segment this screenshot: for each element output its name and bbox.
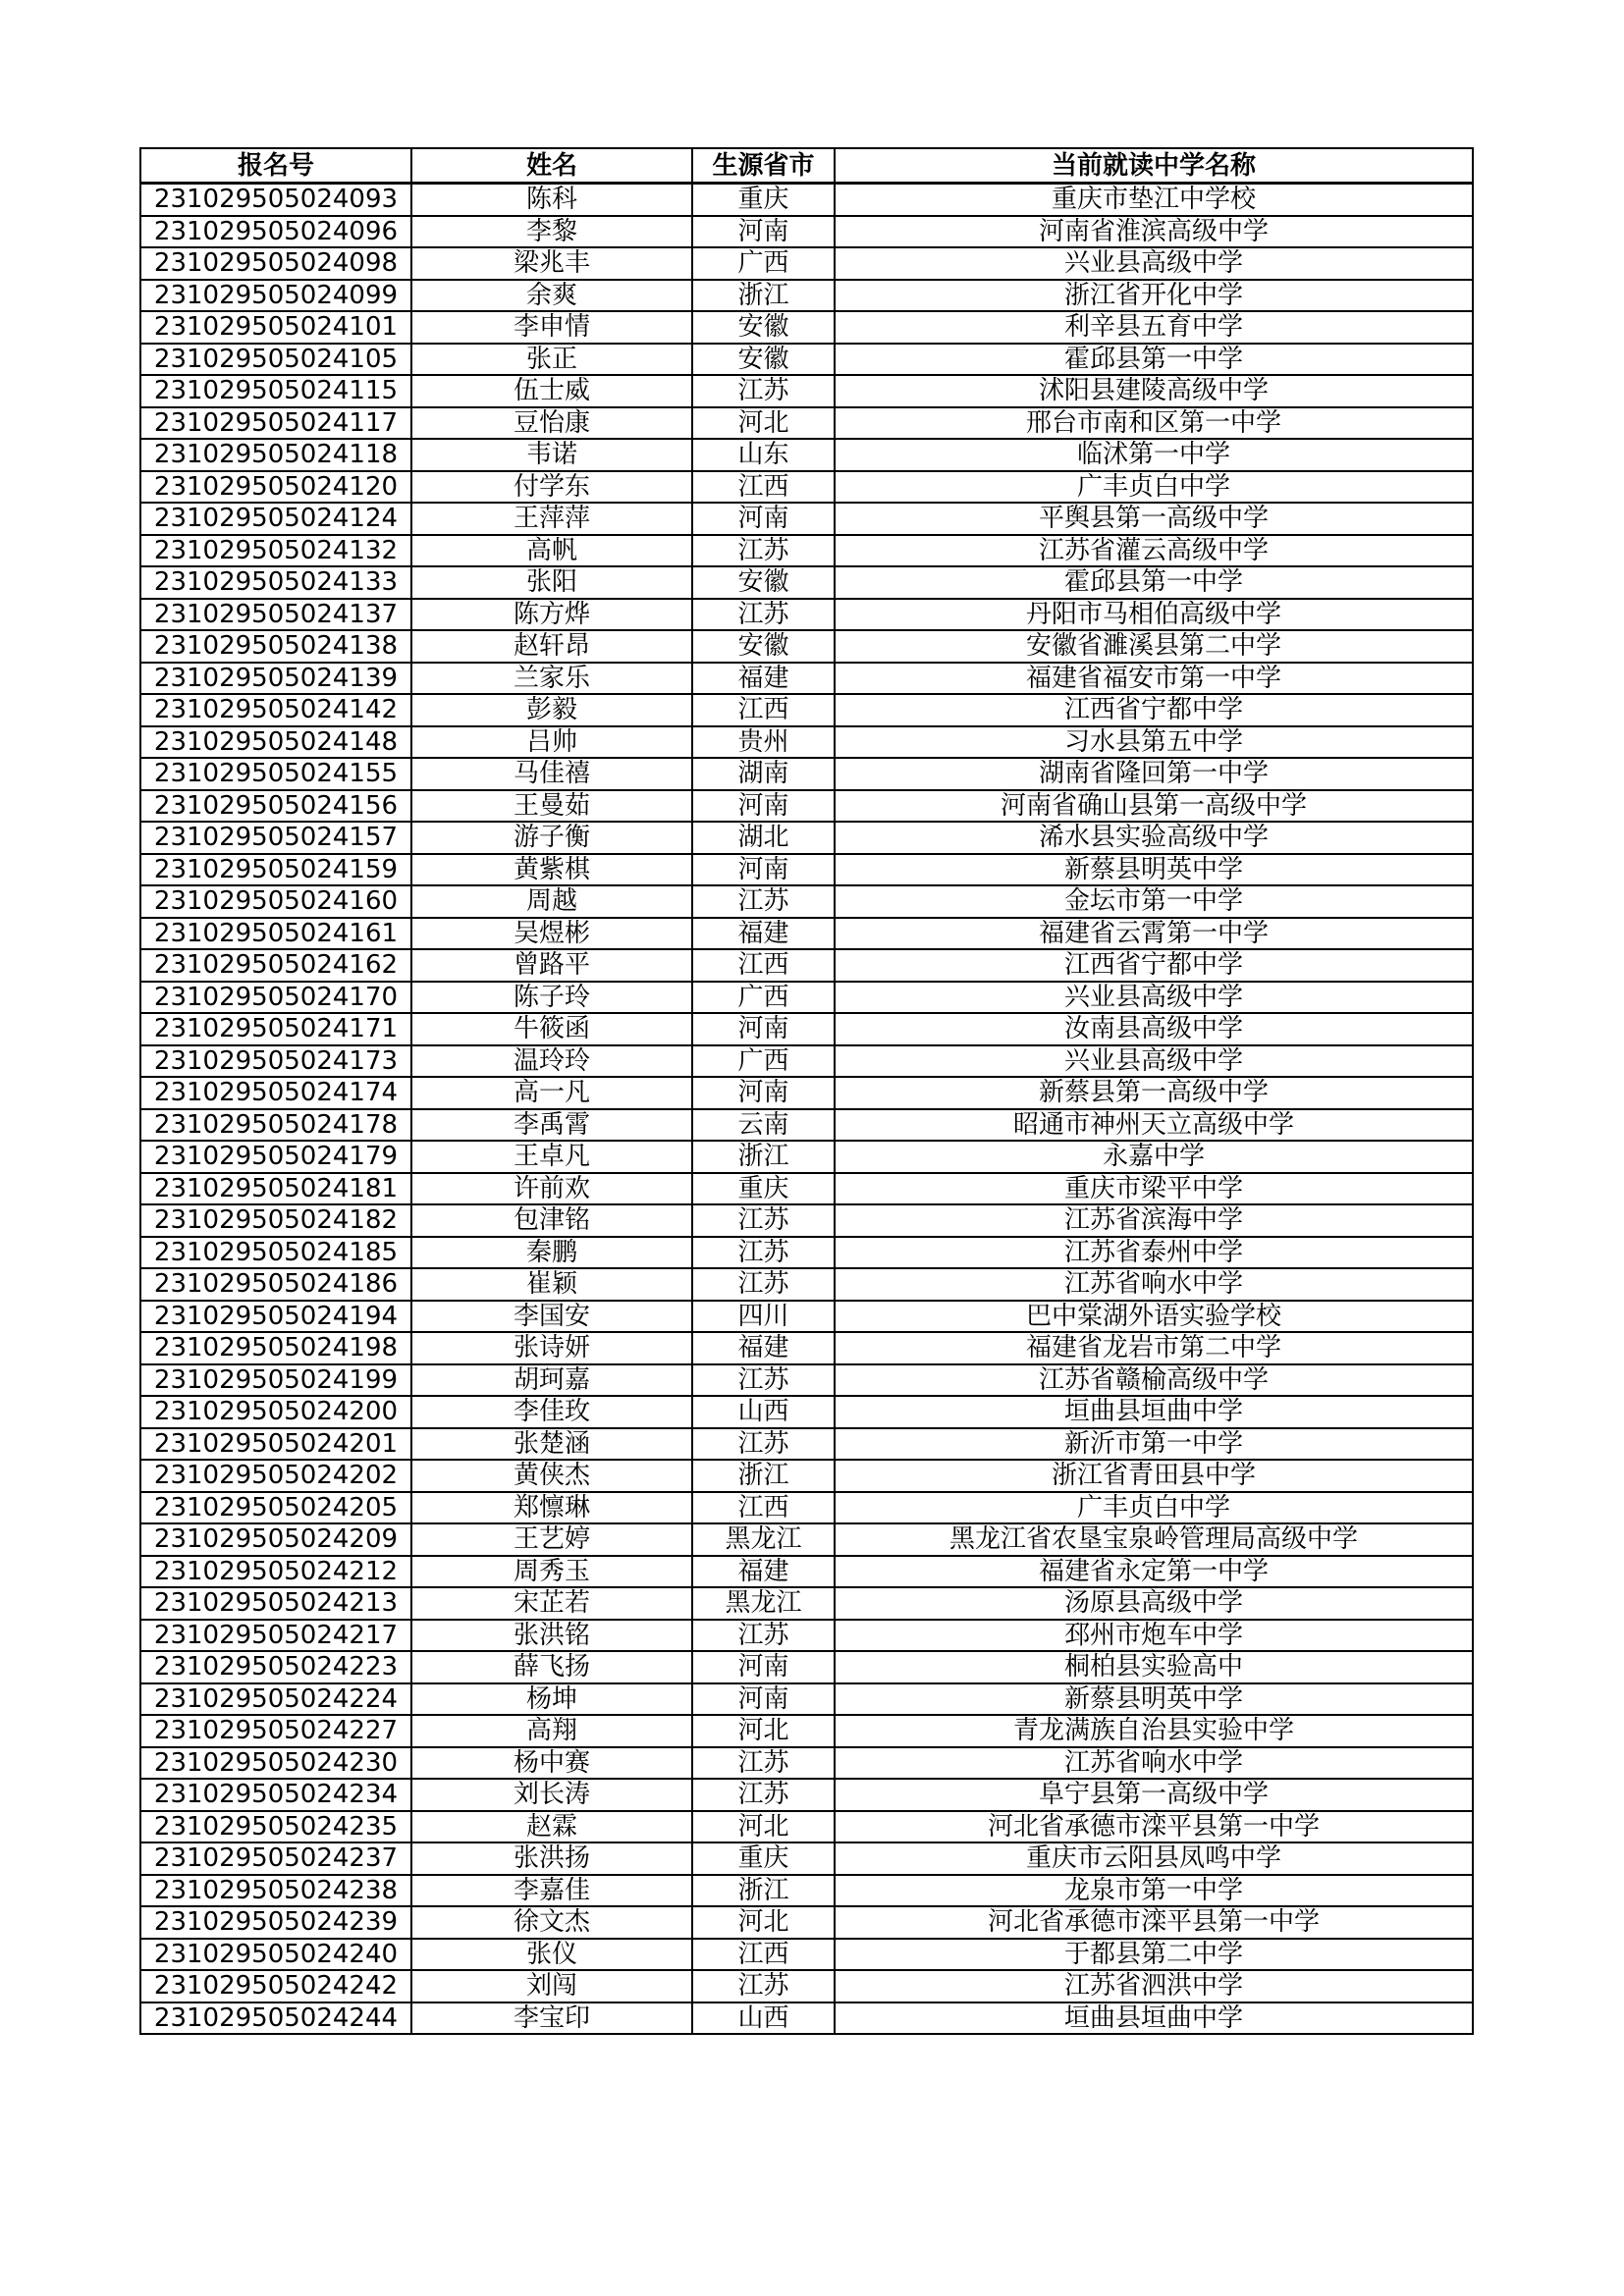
cell-name: 曾路平	[411, 949, 692, 982]
cell-name: 王曼茹	[411, 790, 692, 823]
cell-school: 江苏省泰州中学	[835, 1237, 1473, 1269]
cell-name: 吕帅	[411, 726, 692, 759]
cell-school: 重庆市云阳县凤鸣中学	[835, 1842, 1473, 1875]
cell-registration-number: 231029505024194	[140, 1301, 411, 1333]
cell-name: 胡珂嘉	[411, 1364, 692, 1397]
table-row	[140, 854, 1473, 886]
table-row	[140, 1779, 1473, 1811]
cell-school: 广丰贞白中学	[835, 1492, 1473, 1524]
cell-registration-number: 231029505024205	[140, 1492, 411, 1524]
cell-province: 重庆	[692, 184, 835, 216]
cell-province: 湖南	[692, 758, 835, 790]
table-row	[140, 566, 1473, 599]
cell-province: 山西	[692, 2002, 835, 2035]
cell-registration-number: 231029505024171	[140, 1013, 411, 1045]
cell-province: 重庆	[692, 1173, 835, 1205]
cell-school: 河南省确山县第一高级中学	[835, 790, 1473, 823]
table-row	[140, 790, 1473, 823]
cell-name: 包津铭	[411, 1204, 692, 1237]
cell-registration-number: 231029505024238	[140, 1875, 411, 1907]
cell-name: 刘闯	[411, 1970, 692, 2002]
table-row	[140, 503, 1473, 535]
cell-registration-number: 231029505024133	[140, 566, 411, 599]
cell-province: 安徽	[692, 344, 835, 376]
cell-school: 江苏省响水中学	[835, 1268, 1473, 1301]
table-body	[140, 184, 1473, 2035]
table-row	[140, 949, 1473, 982]
cell-name: 张仪	[411, 1939, 692, 1971]
cell-name: 王艺婷	[411, 1523, 692, 1556]
cell-name: 杨中赛	[411, 1747, 692, 1780]
cell-school: 金坛市第一中学	[835, 885, 1473, 918]
cell-province: 江苏	[692, 1428, 835, 1461]
table-row	[140, 1970, 1473, 2002]
table-row	[140, 184, 1473, 216]
cell-registration-number: 231029505024157	[140, 822, 411, 854]
cell-registration-number: 231029505024170	[140, 982, 411, 1014]
cell-registration-number: 231029505024159	[140, 854, 411, 886]
cell-school: 福建省福安市第一中学	[835, 663, 1473, 695]
cell-school: 江苏省灌云高级中学	[835, 535, 1473, 567]
cell-name: 王萍萍	[411, 503, 692, 535]
cell-school: 河北省承德市滦平县第一中学	[835, 1811, 1473, 1843]
table-row	[140, 375, 1473, 407]
cell-registration-number: 231029505024173	[140, 1045, 411, 1078]
cell-registration-number: 231029505024227	[140, 1715, 411, 1747]
cell-province: 江西	[692, 1939, 835, 1971]
cell-province: 浙江	[692, 1875, 835, 1907]
cell-name: 赵霖	[411, 1811, 692, 1843]
cell-school: 昭通市神州天立高级中学	[835, 1109, 1473, 1142]
table-row	[140, 726, 1473, 759]
cell-school: 福建省云霄第一中学	[835, 918, 1473, 950]
cell-name: 郑懔琳	[411, 1492, 692, 1524]
cell-school: 兴业县高级中学	[835, 1045, 1473, 1078]
cell-registration-number: 231029505024201	[140, 1428, 411, 1461]
table-row	[140, 1715, 1473, 1747]
cell-name: 梁兆丰	[411, 247, 692, 280]
cell-registration-number: 231029505024139	[140, 663, 411, 695]
table-row	[140, 663, 1473, 695]
cell-school: 浠水县实验高级中学	[835, 822, 1473, 854]
cell-name: 牛筱函	[411, 1013, 692, 1045]
cell-school: 习水县第五中学	[835, 726, 1473, 759]
cell-name: 黄侠杰	[411, 1460, 692, 1492]
cell-name: 李申情	[411, 311, 692, 344]
cell-province: 广西	[692, 982, 835, 1014]
table-row	[140, 1875, 1473, 1907]
cell-province: 重庆	[692, 1842, 835, 1875]
cell-province: 江苏	[692, 1779, 835, 1811]
table-row	[140, 630, 1473, 663]
cell-school: 邳州市炮车中学	[835, 1620, 1473, 1652]
table-row	[140, 439, 1473, 471]
cell-school: 兴业县高级中学	[835, 247, 1473, 280]
table-row	[140, 1523, 1473, 1556]
cell-school: 丹阳市马相伯高级中学	[835, 599, 1473, 631]
cell-school: 江苏省赣榆高级中学	[835, 1364, 1473, 1397]
cell-school: 新蔡县明英中学	[835, 1683, 1473, 1716]
cell-name: 李黎	[411, 216, 692, 248]
cell-name: 陈子玲	[411, 982, 692, 1014]
cell-school: 阜宁县第一高级中学	[835, 1779, 1473, 1811]
header-registration-number: 报名号	[140, 148, 411, 184]
table-row	[140, 1301, 1473, 1333]
cell-name: 张正	[411, 344, 692, 376]
cell-province: 贵州	[692, 726, 835, 759]
table-row	[140, 280, 1473, 312]
cell-province: 山东	[692, 439, 835, 471]
cell-registration-number: 231029505024132	[140, 535, 411, 567]
cell-registration-number: 231029505024199	[140, 1364, 411, 1397]
cell-registration-number: 231029505024212	[140, 1556, 411, 1588]
cell-name: 薛飞扬	[411, 1651, 692, 1683]
cell-school: 福建省永定第一中学	[835, 1556, 1473, 1588]
cell-name: 吴煜彬	[411, 918, 692, 950]
cell-registration-number: 231029505024138	[140, 630, 411, 663]
cell-name: 伍士威	[411, 375, 692, 407]
cell-province: 安徽	[692, 566, 835, 599]
table-row	[140, 918, 1473, 950]
cell-province: 河南	[692, 503, 835, 535]
cell-name: 余爽	[411, 280, 692, 312]
table-row	[140, 2002, 1473, 2035]
cell-registration-number: 231029505024174	[140, 1077, 411, 1109]
table-row	[140, 885, 1473, 918]
cell-name: 游子衡	[411, 822, 692, 854]
cell-name: 付学东	[411, 471, 692, 504]
cell-province: 河南	[692, 1013, 835, 1045]
cell-province: 浙江	[692, 1141, 835, 1173]
cell-registration-number: 231029505024179	[140, 1141, 411, 1173]
cell-registration-number: 231029505024213	[140, 1587, 411, 1620]
cell-province: 江苏	[692, 1237, 835, 1269]
cell-name: 韦诺	[411, 439, 692, 471]
cell-registration-number: 231029505024240	[140, 1939, 411, 1971]
cell-registration-number: 231029505024101	[140, 311, 411, 344]
cell-name: 秦鹏	[411, 1237, 692, 1269]
cell-province: 河北	[692, 407, 835, 440]
header-name: 姓名	[411, 148, 692, 184]
table-row	[140, 1045, 1473, 1078]
cell-school: 新蔡县第一高级中学	[835, 1077, 1473, 1109]
cell-province: 河南	[692, 1683, 835, 1716]
table-row	[140, 1492, 1473, 1524]
table-row	[140, 1842, 1473, 1875]
cell-school: 江苏省泗洪中学	[835, 1970, 1473, 2002]
cell-name: 李佳玫	[411, 1396, 692, 1428]
table-row	[140, 1268, 1473, 1301]
cell-registration-number: 231029505024186	[140, 1268, 411, 1301]
cell-school: 浙江省青田县中学	[835, 1460, 1473, 1492]
cell-school: 巴中棠湖外语实验学校	[835, 1301, 1473, 1333]
cell-registration-number: 231029505024099	[140, 280, 411, 312]
table-row	[140, 247, 1473, 280]
cell-school: 汝南县高级中学	[835, 1013, 1473, 1045]
cell-province: 安徽	[692, 630, 835, 663]
cell-school: 沭阳县建陵高级中学	[835, 375, 1473, 407]
cell-school: 江苏省响水中学	[835, 1747, 1473, 1780]
cell-province: 江西	[692, 1492, 835, 1524]
table-row	[140, 1173, 1473, 1205]
cell-province: 江西	[692, 694, 835, 726]
cell-province: 江苏	[692, 885, 835, 918]
table-row	[140, 822, 1473, 854]
cell-registration-number: 231029505024156	[140, 790, 411, 823]
cell-name: 张诗妍	[411, 1332, 692, 1364]
cell-school: 邢台市南和区第一中学	[835, 407, 1473, 440]
cell-province: 江苏	[692, 599, 835, 631]
cell-registration-number: 231029505024182	[140, 1204, 411, 1237]
header-school: 当前就读中学名称	[835, 148, 1473, 184]
cell-name: 王卓凡	[411, 1141, 692, 1173]
table-row	[140, 1811, 1473, 1843]
table-row	[140, 758, 1473, 790]
cell-registration-number: 231029505024224	[140, 1683, 411, 1716]
cell-school: 霍邱县第一中学	[835, 344, 1473, 376]
table-row	[140, 1906, 1473, 1939]
cell-name: 高一凡	[411, 1077, 692, 1109]
cell-registration-number: 231029505024124	[140, 503, 411, 535]
cell-name: 马佳禧	[411, 758, 692, 790]
cell-school: 平舆县第一高级中学	[835, 503, 1473, 535]
cell-registration-number: 231029505024096	[140, 216, 411, 248]
table-row	[140, 1587, 1473, 1620]
cell-school: 垣曲县垣曲中学	[835, 2002, 1473, 2035]
cell-school: 永嘉中学	[835, 1141, 1473, 1173]
cell-name: 兰家乐	[411, 663, 692, 695]
cell-registration-number: 231029505024161	[140, 918, 411, 950]
cell-name: 杨坤	[411, 1683, 692, 1716]
cell-registration-number: 231029505024217	[140, 1620, 411, 1652]
cell-province: 广西	[692, 1045, 835, 1078]
table-row	[140, 982, 1473, 1014]
cell-school: 福建省龙岩市第二中学	[835, 1332, 1473, 1364]
cell-registration-number: 231029505024105	[140, 344, 411, 376]
cell-school: 新沂市第一中学	[835, 1428, 1473, 1461]
cell-name: 高帆	[411, 535, 692, 567]
cell-school: 临沭第一中学	[835, 439, 1473, 471]
cell-registration-number: 231029505024209	[140, 1523, 411, 1556]
cell-province: 河南	[692, 790, 835, 823]
cell-name: 黄紫棋	[411, 854, 692, 886]
cell-province: 河北	[692, 1811, 835, 1843]
cell-name: 彭毅	[411, 694, 692, 726]
table-row	[140, 1747, 1473, 1780]
cell-name: 周秀玉	[411, 1556, 692, 1588]
cell-school: 青龙满族自治县实验中学	[835, 1715, 1473, 1747]
cell-province: 广西	[692, 247, 835, 280]
cell-province: 浙江	[692, 1460, 835, 1492]
cell-province: 江苏	[692, 1970, 835, 2002]
table-row	[140, 694, 1473, 726]
table-row	[140, 407, 1473, 440]
cell-province: 黑龙江	[692, 1523, 835, 1556]
cell-school: 新蔡县明英中学	[835, 854, 1473, 886]
cell-name: 张洪铭	[411, 1620, 692, 1652]
cell-name: 刘长涛	[411, 1779, 692, 1811]
cell-name: 李嘉佳	[411, 1875, 692, 1907]
cell-school: 桐柏县实验高中	[835, 1651, 1473, 1683]
cell-province: 江苏	[692, 1268, 835, 1301]
cell-province: 福建	[692, 1332, 835, 1364]
cell-province: 江苏	[692, 1747, 835, 1780]
cell-school: 重庆市梁平中学	[835, 1173, 1473, 1205]
table-row	[140, 1651, 1473, 1683]
cell-registration-number: 231029505024120	[140, 471, 411, 504]
cell-province: 黑龙江	[692, 1587, 835, 1620]
cell-name: 宋芷若	[411, 1587, 692, 1620]
cell-name: 张楚涵	[411, 1428, 692, 1461]
cell-name: 徐文杰	[411, 1906, 692, 1939]
cell-province: 湖北	[692, 822, 835, 854]
cell-province: 河南	[692, 216, 835, 248]
cell-province: 山西	[692, 1396, 835, 1428]
cell-name: 陈科	[411, 184, 692, 216]
cell-school: 江西省宁都中学	[835, 694, 1473, 726]
cell-province: 安徽	[692, 311, 835, 344]
cell-name: 张阳	[411, 566, 692, 599]
cell-school: 浙江省开化中学	[835, 280, 1473, 312]
cell-name: 李禹霄	[411, 1109, 692, 1142]
cell-registration-number: 231029505024181	[140, 1173, 411, 1205]
cell-school: 于都县第二中学	[835, 1939, 1473, 1971]
table-row	[140, 344, 1473, 376]
cell-province: 浙江	[692, 280, 835, 312]
cell-name: 温玲玲	[411, 1045, 692, 1078]
cell-registration-number: 231029505024093	[140, 184, 411, 216]
cell-school: 汤原县高级中学	[835, 1587, 1473, 1620]
cell-registration-number: 231029505024202	[140, 1460, 411, 1492]
cell-registration-number: 231029505024235	[140, 1811, 411, 1843]
cell-name: 崔颖	[411, 1268, 692, 1301]
cell-name: 李国安	[411, 1301, 692, 1333]
cell-registration-number: 231029505024242	[140, 1970, 411, 2002]
cell-name: 周越	[411, 885, 692, 918]
cell-registration-number: 231029505024200	[140, 1396, 411, 1428]
cell-province: 江西	[692, 949, 835, 982]
table-row	[140, 599, 1473, 631]
table-row	[140, 311, 1473, 344]
cell-province: 福建	[692, 663, 835, 695]
cell-school: 霍邱县第一中学	[835, 566, 1473, 599]
cell-province: 河北	[692, 1906, 835, 1939]
cell-name: 陈方烨	[411, 599, 692, 631]
cell-registration-number: 231029505024155	[140, 758, 411, 790]
cell-province: 江苏	[692, 1364, 835, 1397]
cell-registration-number: 231029505024142	[140, 694, 411, 726]
cell-school: 重庆市垫江中学校	[835, 184, 1473, 216]
cell-school: 兴业县高级中学	[835, 982, 1473, 1014]
cell-registration-number: 231029505024162	[140, 949, 411, 982]
cell-name: 许前欢	[411, 1173, 692, 1205]
header-province: 生源省市	[692, 148, 835, 184]
cell-school: 黑龙江省农垦宝泉岭管理局高级中学	[835, 1523, 1473, 1556]
table-row	[140, 1013, 1473, 1045]
table-row	[140, 1077, 1473, 1109]
cell-name: 高翔	[411, 1715, 692, 1747]
cell-school: 江苏省滨海中学	[835, 1204, 1473, 1237]
table-row	[140, 1237, 1473, 1269]
table-row	[140, 1204, 1473, 1237]
cell-province: 江苏	[692, 535, 835, 567]
cell-school: 广丰贞白中学	[835, 471, 1473, 504]
cell-province: 江苏	[692, 1620, 835, 1652]
table-row	[140, 1939, 1473, 1971]
table-row	[140, 1683, 1473, 1716]
cell-registration-number: 231029505024239	[140, 1906, 411, 1939]
cell-province: 河南	[692, 1651, 835, 1683]
cell-registration-number: 231029505024237	[140, 1842, 411, 1875]
table-row	[140, 1556, 1473, 1588]
cell-registration-number: 231029505024137	[140, 599, 411, 631]
cell-school: 江西省宁都中学	[835, 949, 1473, 982]
cell-province: 江苏	[692, 1204, 835, 1237]
cell-registration-number: 231029505024230	[140, 1747, 411, 1780]
table-row	[140, 1396, 1473, 1428]
header-row	[140, 148, 1473, 184]
cell-province: 云南	[692, 1109, 835, 1142]
cell-province: 河北	[692, 1715, 835, 1747]
table-row	[140, 1428, 1473, 1461]
cell-registration-number: 231029505024178	[140, 1109, 411, 1142]
cell-province: 四川	[692, 1301, 835, 1333]
cell-school: 河北省承德市滦平县第一中学	[835, 1906, 1473, 1939]
cell-school: 利辛县五育中学	[835, 311, 1473, 344]
cell-province: 福建	[692, 1556, 835, 1588]
table-row	[140, 1109, 1473, 1142]
table-row	[140, 1364, 1473, 1397]
cell-registration-number: 231029505024115	[140, 375, 411, 407]
cell-registration-number: 231029505024185	[140, 1237, 411, 1269]
table-row	[140, 1141, 1473, 1173]
table-row	[140, 1460, 1473, 1492]
table-row	[140, 1332, 1473, 1364]
cell-name: 张洪扬	[411, 1842, 692, 1875]
cell-province: 河南	[692, 1077, 835, 1109]
cell-registration-number: 231029505024234	[140, 1779, 411, 1811]
cell-school: 湖南省隆回第一中学	[835, 758, 1473, 790]
cell-name: 赵轩昂	[411, 630, 692, 663]
table-row	[140, 1620, 1473, 1652]
cell-school: 河南省淮滨高级中学	[835, 216, 1473, 248]
cell-registration-number: 231029505024223	[140, 1651, 411, 1683]
cell-name: 李宝印	[411, 2002, 692, 2035]
cell-school: 垣曲县垣曲中学	[835, 1396, 1473, 1428]
cell-province: 江西	[692, 471, 835, 504]
cell-registration-number: 231029505024198	[140, 1332, 411, 1364]
cell-school: 龙泉市第一中学	[835, 1875, 1473, 1907]
table-row	[140, 216, 1473, 248]
cell-province: 河南	[692, 854, 835, 886]
cell-name: 豆怡康	[411, 407, 692, 440]
cell-registration-number: 231029505024160	[140, 885, 411, 918]
admission-table	[139, 147, 1474, 2035]
table-header	[140, 148, 1473, 184]
cell-province: 江苏	[692, 375, 835, 407]
cell-registration-number: 231029505024148	[140, 726, 411, 759]
cell-registration-number: 231029505024244	[140, 2002, 411, 2035]
cell-registration-number: 231029505024098	[140, 247, 411, 280]
table-row	[140, 535, 1473, 567]
cell-school: 安徽省濉溪县第二中学	[835, 630, 1473, 663]
cell-province: 福建	[692, 918, 835, 950]
table-row	[140, 471, 1473, 504]
cell-registration-number: 231029505024117	[140, 407, 411, 440]
cell-registration-number: 231029505024118	[140, 439, 411, 471]
